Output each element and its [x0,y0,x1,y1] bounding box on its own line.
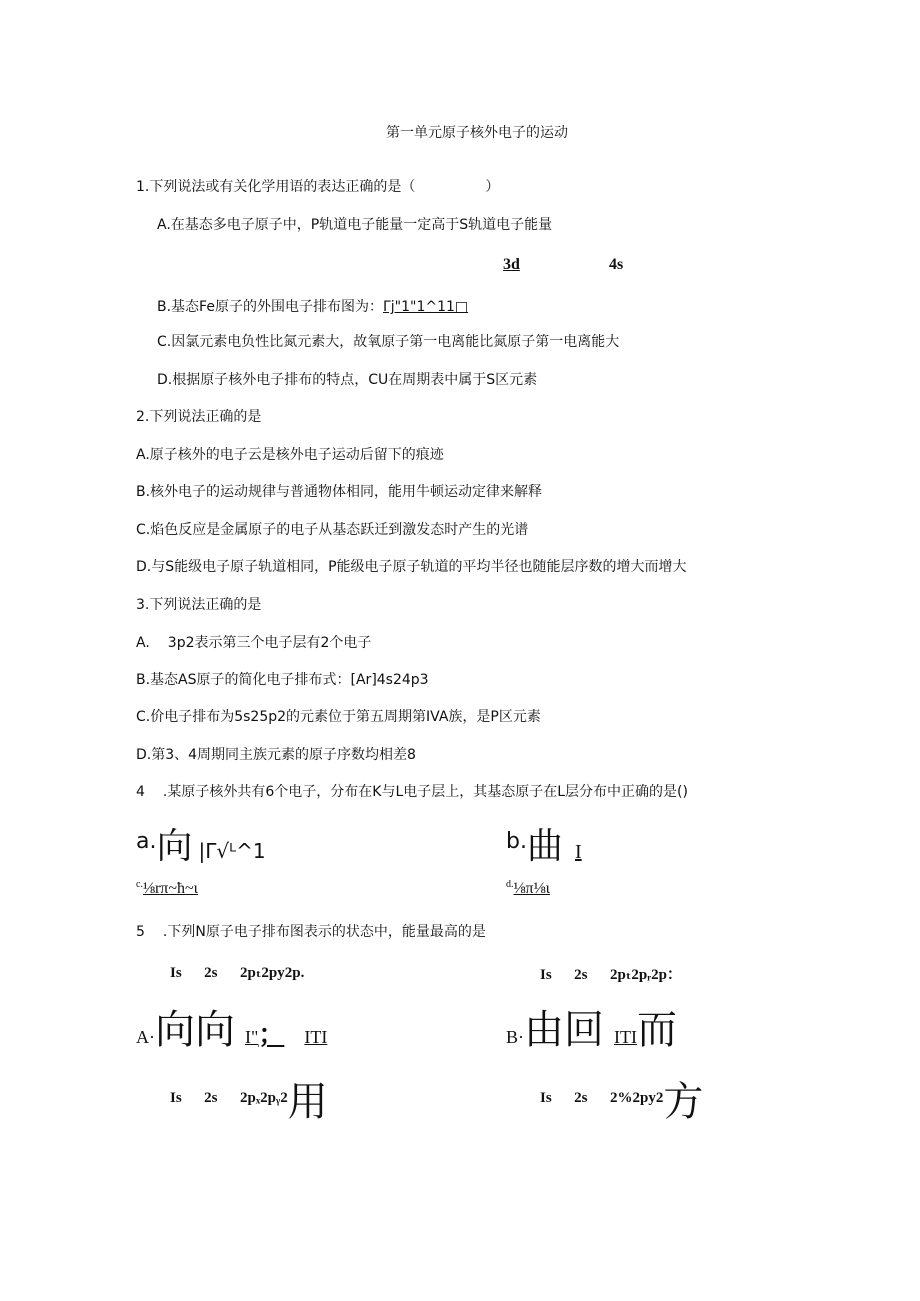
q1-label-3d: 3d [503,256,520,273]
q1-label-4s: 4s [609,256,624,273]
q4-number: 4 [136,784,145,800]
q2-option-c: C.焰色反应是金属原子的电子从基态跃迁到激发态时产生的光谱 [136,522,529,538]
q4-option-a [136,818,266,868]
q5-option-a-label: A· [136,1027,155,1047]
q5-option-a [136,998,328,1053]
q5-option-b-tail1: ITI [614,1027,637,1047]
q4-option-d-diagram: ⅛π⅛ι [513,880,550,897]
q4-option-a-label: a. [136,829,157,854]
q4-option-a-diagram: 向 [156,826,193,867]
q3-stem: 3.下列说法正确的是 [136,597,262,613]
q1-option-c: C.因氯元素电负性比氮元素大，故氧原子第一电离能比氮原子第一电离能大 [157,334,620,350]
q3-option-d: D.第3、4周期同主族元素的原子序数均相差8 [136,747,416,763]
q1-stem-text: 1.下列说法或有关化学用语的表达正确的是（ [136,179,416,195]
q4-option-b-tail: I [574,841,582,863]
q5-option-b-diagram: 由回 [524,1007,604,1053]
q5-option-a-header: Is 2s 2pₜ2py2p. [170,965,305,981]
q5-number: 5 [136,924,145,940]
q4-option-b-diagram: 曲 [526,826,563,867]
q1-option-d: D.根据原子核外电子排布的特点，CU在周期表中属于S区元素 [157,372,538,388]
q5-stem [136,921,486,941]
q4-option-c-diagram: ⅛rπ~ħ~ι [142,880,198,897]
q5-option-c-diagram: 用 [287,1079,328,1125]
q3-option-b: B.基态AS原子的简化电子排布式：[Ar]4s24p3 [136,672,429,688]
q5-option-a-tail2: ； [258,1020,285,1050]
q5-option-a-tail1: I" [245,1027,259,1047]
q4-stem [136,781,688,801]
q4-option-d-label: d. [506,879,514,890]
q5-option-c-header: Is 2s 2pₓ2pᵧ2 [170,1090,288,1106]
q4-option-a-tail: |Γ√ᴸ^1 [198,839,266,863]
q4-stem-text: .某原子核外共有6个电子，分布在K与L电子层上，其基态原子在L层分布中正确的是() [162,784,688,800]
q5-option-d-diagram: 方 [663,1079,704,1125]
q4-option-b [506,818,582,868]
q5-option-b [506,998,677,1053]
q2-option-b: B.核外电子的运动规律与普通物体相同，能用牛顿运动定律来解释 [136,484,543,500]
q4-option-b-label: b. [506,829,527,854]
q5-option-b-header: Is 2s 2pₜ2pᵣ2p： [540,967,682,983]
q5-option-a-tail3: ITI [304,1027,328,1047]
q3-option-c: C.价电子排布为5s25p2的元素位于第五周期第IVA族，是P区元素 [136,709,541,725]
q4-option-d [506,880,550,898]
q1-option-b [157,296,468,316]
q3-option-a-text: 3p2表示第三个电子层有2个电子 [167,635,372,651]
q5-option-b-label: B· [506,1027,524,1047]
q1-stem [136,176,499,196]
q1-orbital-diagram: Γj"1"1^11□ [382,299,469,315]
q2-option-d: D.与S能级电子原子轨道相同，P能级电子原子轨道的平均半径也随能层序数的增大而增大 [136,559,687,575]
q5-stem-text: .下列N原子电子排布图表示的状态中，能量最高的是 [162,924,486,940]
q1-stem-close: ） [485,179,500,195]
q2-stem: 2.下列说法正确的是 [136,409,262,425]
page-title: 第一单元原子核外电子的运动 [386,125,568,141]
q5-option-b-tail2: 而 [636,1007,677,1053]
q5-option-c [170,1070,328,1127]
q5-option-a-diagram: 向向 [155,1007,235,1053]
q2-option-a: A.原子核外的电子云是核外电子运动后留下的痕迹 [136,447,444,463]
q3-option-a-label: A. [136,635,150,651]
q3-option-a [136,632,371,652]
q1-option-a: A.在基态多电子原子中，P轨道电子能量一定高于S轨道电子能量 [157,217,553,233]
q4-option-c-label: c. [136,879,143,890]
q4-option-c [136,880,198,898]
q5-option-d-header: Is 2s 2%2py2 [540,1090,664,1106]
q5-option-d [540,1070,703,1127]
q1-option-b-text: B.基态Fe原子的外围电子排布图为： [157,299,383,315]
